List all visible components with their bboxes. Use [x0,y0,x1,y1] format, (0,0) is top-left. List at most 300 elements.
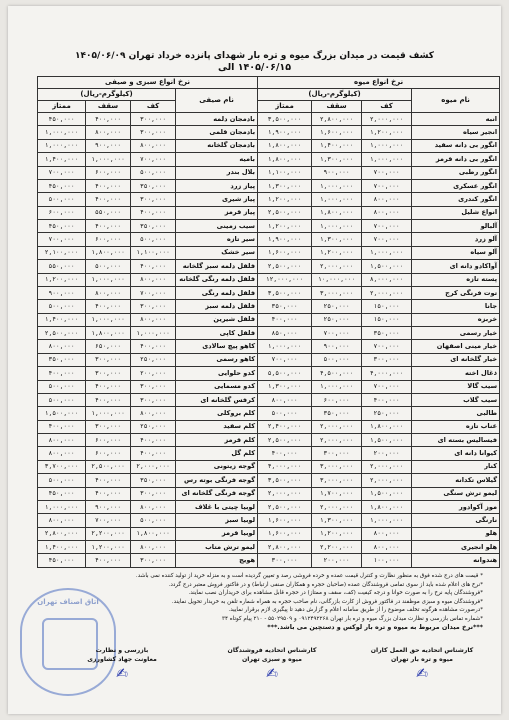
veg-premium-cell: ۸۰۰,۰۰۰ [38,514,86,527]
fruit-ceiling-cell: ۱,۰۰۰,۰۰۰ [312,193,362,206]
veg-ceiling-cell: ۱,۰۰۰,۰۰۰ [86,407,131,420]
veg-floor-cell: ۳۵۰,۰۰۰ [131,220,176,233]
price-table [37,76,500,568]
stamp-text: اتاق اصناف تهران [37,598,99,606]
fruit-name-cell: آواکادو دانه ای [412,260,500,273]
fruit-ceiling-cell: ۲۰۰,۰۰۰ [312,554,362,568]
veg-floor-cell: ۸۰۰,۰۰۰ [131,273,176,286]
fruit-premium-cell: ۲,۵۰۰,۰۰۰ [258,260,312,273]
fruit-premium-cell: ۴,۰۰۰,۰۰۰ [258,460,312,473]
veg-name-cell: سیب زمینی [176,220,258,233]
veg-floor-cell: ۵۰۰,۰۰۰ [131,233,176,246]
fruit-name-cell: انگور عسکری [412,179,500,192]
fruit-name-cell: عناب تازه [412,420,500,433]
veg-premium-cell: ۷۰۰,۰۰۰ [38,233,86,246]
veg-premium-cell: ۹۰۰,۰۰۰ [38,286,86,299]
fruit-name-cell: طالبی [412,407,500,420]
fruit-ceiling-cell: ۱,۳۰۰,۰۰۰ [312,153,362,166]
fruit-name-cell: انگور کندری [412,193,500,206]
table-row [38,300,500,313]
fruit-name-header: نام میوه [412,89,500,113]
fruit-floor-header: کف [362,101,412,113]
fruit-name-cell: انگور رطبی [412,166,500,179]
fruit-name-cell: خربزه [412,313,500,326]
table-row [38,554,500,568]
veg-floor-cell: ۵۰۰,۰۰۰ [131,514,176,527]
fruit-name-cell: هندوانه [412,554,500,568]
veg-ceiling-cell: ۲,۵۰۰,۰۰۰ [86,460,131,473]
fruit-name-cell: هلو انجیری [412,541,500,554]
fruit-ceiling-header: سقف [312,101,362,113]
veg-premium-cell: ۳,۷۰۰,۰۰۰ [38,460,86,473]
fruit-floor-cell: ۳۰۰,۰۰۰ [362,353,412,366]
table-row [38,273,500,286]
veg-floor-cell: ۲۰۰,۰۰۰ [131,367,176,380]
veg-ceiling-cell: ۶۵۰,۰۰۰ [86,340,131,353]
fruit-floor-cell: ۱,۸۰۰,۰۰۰ [362,420,412,433]
veg-premium-cell: ۵۰۰,۰۰۰ [38,300,86,313]
veg-premium-cell: ۵۰۰,۰۰۰ [38,393,86,406]
veg-ceiling-cell: ۴۰۰,۰۰۰ [86,554,131,568]
veg-floor-cell: ۲,۰۰۰,۰۰۰ [131,460,176,473]
note-line: *نرخ های اعلام شده باید از سوی تمامی فروشندگان عمده (صاحبان حجره و همکاران صنفی ارتباط) و در فاکتور فروش معتبر درج گردد. [168,581,483,588]
fruit-floor-cell: ۷۰۰,۰۰۰ [362,233,412,246]
veg-name-cell: گوجه فرنگی بوته رس [176,474,258,487]
document-title [22,50,487,74]
fruit-name-cell: انبه [412,113,500,126]
veg-ceiling-header: سقف [86,101,131,113]
veg-floor-cell: ۱,۸۰۰,۰۰۰ [131,527,176,540]
fruit-premium-cell: ۱,۶۰۰,۰۰۰ [258,514,312,527]
veg-floor-cell: ۴۰۰,۰۰۰ [131,447,176,460]
fruit-ceiling-cell: ۱,۰۰۰,۰۰۰ [312,380,362,393]
fruit-ceiling-cell: ۱,۲۰۰,۰۰۰ [312,246,362,259]
veg-name-cell: بادمجان دلمه [176,113,258,126]
fruit-floor-cell: ۲,۰۰۰,۰۰۰ [362,474,412,487]
table-row [38,420,500,433]
fruit-ceiling-cell: ۱,۷۰۰,۰۰۰ [312,487,362,500]
fruit-premium-cell: ۱,۱۰۰,۰۰۰ [258,166,312,179]
fruit-floor-cell: ۸۰۰,۰۰۰ [362,541,412,554]
fruit-name-cell: آلو زرد [412,233,500,246]
fruit-name-cell: خیار رسمی [412,327,500,340]
veg-ceiling-cell: ۴۰۰,۰۰۰ [86,300,131,313]
fruit-premium-cell: ۳۰۰,۰۰۰ [258,554,312,568]
veg-floor-cell: ۴۰۰,۰۰۰ [131,260,176,273]
fruit-premium-cell: ۲,۰۰۰,۰۰۰ [258,487,312,500]
note-line: * قیمت های درج شده فوق به منظور نظارت و کنترل قیمت عمده و خرده فروشی رصد و تعیین گردیده است و به منزله خرید از تولید کننده نمی باشد. [135,573,483,579]
signature-block-left [367,646,477,682]
veg-name-cell: فلفل کاپی [176,327,258,340]
fruit-ceiling-cell: ۲,۰۰۰,۰۰۰ [312,500,362,513]
veg-premium-cell: ۸۰۰,۰۰۰ [38,447,86,460]
fruit-ceiling-cell: ۱,۶۰۰,۰۰۰ [312,126,362,139]
veg-ceiling-cell: ۸۰۰,۰۰۰ [86,126,131,139]
veg-name-header: نام صیفی [176,89,258,113]
veg-name-cell: لوبیا چیتی با غلاف [176,500,258,513]
fruit-premium-cell: ۱,۸۰۰,۰۰۰ [258,153,312,166]
table-row [38,126,500,139]
note-line: *فروشندگان میوه و سبزی موظفند در فاکتور فروش از کارت بازرگانی، نام صاحب حجره به همراه شماره تلفن به خریدار تحویل نمایند. [171,598,483,605]
table-row [38,367,500,380]
fruit-floor-cell: ۷۰۰,۰۰۰ [362,220,412,233]
signature-block-middle [217,646,327,682]
veg-premium-cell: ۱,۴۰۰,۰۰۰ [38,541,86,554]
fruit-ceiling-cell: ۲,۰۰۰,۰۰۰ [312,434,362,447]
veg-ceiling-cell: ۸۰۰,۰۰۰ [86,286,131,299]
fruit-name-cell: جانا [412,300,500,313]
fruit-premium-cell: ۱,۹۰۰,۰۰۰ [258,233,312,246]
veg-ceiling-cell: ۹۰۰,۰۰۰ [86,139,131,152]
veg-ceiling-cell: ۵۰۰,۰۰۰ [86,260,131,273]
fruit-premium-cell: ۲,۴۰۰,۰۰۰ [258,420,312,433]
note-line: *فروشندگان پایه نرخ را به صورت خوانا و درجه کیفیت (کف، سقف و ممتاز) در حجره قابل مشاهده برای خریداران نصب نمایند. [188,590,483,596]
veg-name-cell: بادمجان قلمی [176,126,258,139]
veg-name-cell: بادمجان گلخانه [176,139,258,152]
signature-subtitle: میوه و تره بار تهران [390,656,454,663]
table-row [38,380,500,393]
veg-ceiling-cell: ۹۰۰,۰۰۰ [86,500,131,513]
veg-floor-cell: ۸۰۰,۰۰۰ [131,500,176,513]
veg-premium-cell: ۴۵۰,۰۰۰ [38,220,86,233]
veg-premium-cell: ۵۰۰,۰۰۰ [38,193,86,206]
table-row [38,474,500,487]
veg-floor-cell: ۸۰۰,۰۰۰ [131,407,176,420]
fruit-premium-cell: ۵۰۰,۰۰۰ [258,407,312,420]
veg-premium-cell: ۱,۴۰۰,۰۰۰ [38,313,86,326]
fruit-floor-cell: ۷۰۰,۰۰۰ [362,179,412,192]
fruit-ceiling-cell: ۱,۰۰۰,۰۰۰ [312,179,362,192]
fruit-ceiling-cell: ۳۵۰,۰۰۰ [312,407,362,420]
title-line-1: کشف قیمت در میدان بزرگ میوه و تره بار شهدای پانزده خرداد تهران ۱۴۰۵/۰۶/۰۹ [74,51,434,61]
veg-name-cell: پیاز زرد [176,179,258,192]
veg-floor-cell: ۳۰۰,۰۰۰ [131,126,176,139]
veg-name-cell: سیر تازه [176,233,258,246]
document-page [8,6,501,714]
fruit-ceiling-cell: ۱,۳۰۰,۰۰۰ [312,233,362,246]
table-row [38,139,500,152]
veg-ceiling-cell: ۳۰۰,۰۰۰ [86,353,131,366]
fruit-premium-cell: ۳,۵۰۰,۰۰۰ [258,474,312,487]
veg-name-cell: سیر خشک [176,246,258,259]
fruit-premium-cell: ۲,۸۰۰,۰۰۰ [258,541,312,554]
fruit-name-cell: انگور بی دانه قرمز [412,153,500,166]
fruit-name-cell: توت فرنگی کرج [412,286,500,299]
handwritten-signature: ✍ [116,666,128,682]
fruit-premium-cell: ۱,۹۰۰,۰۰۰ [258,126,312,139]
veg-name-cell: فلفل دلمه سبز [176,300,258,313]
veg-premium-cell: ۵۰۰,۰۰۰ [38,474,86,487]
fruit-name-cell: لیمو ترش سنگی [412,487,500,500]
fruit-premium-cell: ۲,۵۰۰,۰۰۰ [258,434,312,447]
fruit-floor-cell: ۳۵۰,۰۰۰ [362,327,412,340]
fruit-ceiling-cell: ۱,۸۰۰,۰۰۰ [312,206,362,219]
veg-ceiling-cell: ۴۰۰,۰۰۰ [86,474,131,487]
fruit-ceiling-cell: ۴,۵۰۰,۰۰۰ [312,367,362,380]
veg-floor-cell: ۷۰۰,۰۰۰ [131,153,176,166]
fruit-floor-cell: ۲۰۰,۰۰۰ [362,447,412,460]
table-row [38,313,500,326]
veg-name-cell: بلال بندر [176,166,258,179]
veg-ceiling-cell: ۵۵۰,۰۰۰ [86,206,131,219]
veg-ceiling-cell: ۴۰۰,۰۰۰ [86,380,131,393]
fruit-floor-cell: ۲,۰۰۰,۰۰۰ [362,460,412,473]
veg-name-cell: کدو حلوایی [176,367,258,380]
note-line: *شماره تماس بازرسی و نظارت میدان بزرگ میوه و تره بار تهران ۰۹۱۲۴۹۲۲۶۸ و ۵۵۰۲۹۵۰۹ - ۲۱۰ پیام کوتاه ۳۴ [222,615,483,622]
fruit-floor-cell: ۱۵۰,۰۰۰ [362,313,412,326]
table-row [38,487,500,500]
veg-name-cell: فلفل دلمه رنگی گلخانه [176,273,258,286]
fruit-name-cell: موز آکوادور [412,500,500,513]
veg-ceiling-cell: ۶۰۰,۰۰۰ [86,166,131,179]
veg-premium-cell: ۴۵۰,۰۰۰ [38,487,86,500]
fruit-floor-cell: ۲,۰۰۰,۰۰۰ [362,113,412,126]
veg-name-cell: بامیه [176,153,258,166]
veg-floor-cell: ۲۵۰,۰۰۰ [131,420,176,433]
veg-floor-cell: ۷۰۰,۰۰۰ [131,286,176,299]
veg-name-cell: کلم قرمز [176,434,258,447]
table-row [38,260,500,273]
veg-ceiling-cell: ۱,۸۰۰,۰۰۰ [86,246,131,259]
veg-ceiling-cell: ۶۰۰,۰۰۰ [86,434,131,447]
table-row [38,434,500,447]
fruit-floor-cell: ۱,۰۰۰,۰۰۰ [362,153,412,166]
fruit-name-cell: خیار مینی اصفهان [412,340,500,353]
title-date-range: ۱۴۰۵/۰۶/۱۵ الی [217,62,292,73]
handwritten-signature: ✍ [266,666,278,682]
fruit-ceiling-cell: ۲,۰۰۰,۰۰۰ [312,260,362,273]
veg-floor-cell: ۸۰۰,۰۰۰ [131,139,176,152]
veg-ceiling-cell: ۱,۲۰۰,۰۰۰ [86,541,131,554]
veg-ceiling-cell: ۳۰۰,۰۰۰ [86,367,131,380]
veg-floor-cell: ۳۰۰,۰۰۰ [131,300,176,313]
fruit-ceiling-cell: ۱,۲۰۰,۰۰۰ [312,527,362,540]
veg-premium-cell: ۴۰۰,۰۰۰ [38,367,86,380]
fruit-premium-cell: ۱۲,۰۰۰,۰۰۰ [258,273,312,286]
veg-name-cell: پیاز قرمز [176,206,258,219]
veg-floor-cell: ۴۰۰,۰۰۰ [131,340,176,353]
fruit-name-cell: سیب گالا [412,380,500,393]
veg-floor-cell: ۳۵۰,۰۰۰ [131,179,176,192]
veg-floor-cell: ۸۰۰,۰۰۰ [131,541,176,554]
veg-floor-cell: ۳۰۰,۰۰۰ [131,193,176,206]
veg-name-cell: گوجه زیتونی [176,460,258,473]
fruit-ceiling-cell: ۱,۴۰۰,۰۰۰ [312,139,362,152]
fruit-floor-cell: ۱,۵۰۰,۰۰۰ [362,487,412,500]
veg-name-cell: فلفل شیرین [176,313,258,326]
fruit-name-cell: سیب گلاب [412,393,500,406]
veg-name-cell: فلفل دلمه رنگی [176,286,258,299]
veg-premium-cell: ۶۰۰,۰۰۰ [38,206,86,219]
veg-premium-cell: ۲,۸۰۰,۰۰۰ [38,527,86,540]
veg-ceiling-cell: ۱,۰۰۰,۰۰۰ [86,313,131,326]
veg-premium-cell: ۵۵۰,۰۰۰ [38,260,86,273]
fruit-premium-cell: ۳۵۰,۰۰۰ [258,300,312,313]
table-row [38,340,500,353]
veg-premium-cell: ۲,۵۰۰,۰۰۰ [38,327,86,340]
veg-premium-cell: ۴۵۰,۰۰۰ [38,179,86,192]
fruit-name-cell: خیار گلخانه ای [412,353,500,366]
veg-ceiling-cell: ۴۰۰,۰۰۰ [86,220,131,233]
veg-name-cell: گوجه فرنگی گلخانه ای [176,487,258,500]
fruit-floor-cell: ۱۵۰,۰۰۰ [362,300,412,313]
fruit-floor-cell: ۲,۰۰۰,۰۰۰ [362,286,412,299]
fruit-premium-cell: ۷۰۰,۰۰۰ [258,353,312,366]
veg-name-cell: لیمو ترش متاب [176,541,258,554]
veg-ceiling-cell: ۶۰۰,۰۰۰ [86,447,131,460]
table-row [38,233,500,246]
fruit-name-cell: فیسالیس بسته ای [412,434,500,447]
price-rows [38,113,500,568]
veg-floor-cell: ۳۰۰,۰۰۰ [131,380,176,393]
fruit-premium-cell: ۱,۶۰۰,۰۰۰ [258,246,312,259]
fruit-ceiling-cell: ۱,۳۰۰,۰۰۰ [312,514,362,527]
signature-block-right [67,646,177,682]
veg-name-cell: فلفل دلمه سبز گلخانه [176,260,258,273]
veg-name-cell: پیاز شیری [176,193,258,206]
fruit-premium-cell: ۱,۰۰۰,۰۰۰ [258,340,312,353]
fruit-floor-cell: ۱,۲۰۰,۰۰۰ [362,126,412,139]
signatures [26,646,477,708]
table-row [38,447,500,460]
veg-premium-cell: ۴۰۰,۰۰۰ [38,420,86,433]
fruit-premium-cell: ۱,۲۰۰,۰۰۰ [258,193,312,206]
veg-ceiling-cell: ۷۰۰,۰۰۰ [86,514,131,527]
veg-premium-cell: ۸۰۰,۰۰۰ [38,340,86,353]
fruit-ceiling-cell: ۱۰,۰۰۰,۰۰۰ [312,273,362,286]
fruit-name-cell: نارنگی [412,514,500,527]
veg-premium-cell: ۱,۵۰۰,۰۰۰ [38,407,86,420]
fruit-name-cell: هلو [412,527,500,540]
veg-floor-header: کف [131,101,176,113]
veg-ceiling-cell: ۴۰۰,۰۰۰ [86,113,131,126]
fruit-name-cell: ذغال اخته [412,367,500,380]
fruit-premium-header: ممتاز [258,101,312,113]
fruit-floor-cell: ۸۰۰,۰۰۰ [362,206,412,219]
fruit-floor-cell: ۷۰۰,۰۰۰ [362,340,412,353]
fruit-ceiling-cell: ۲,۰۰۰,۰۰۰ [312,420,362,433]
fruit-ceiling-cell: ۳,۰۰۰,۰۰۰ [312,460,362,473]
fruit-ceiling-cell: ۹۰۰,۰۰۰ [312,340,362,353]
veg-floor-cell: ۲۵۰,۰۰۰ [131,353,176,366]
fruit-name-cell: کیوانا دانه ای [412,447,500,460]
veg-floor-cell: ۱,۰۰۰,۰۰۰ [131,327,176,340]
table-row [38,113,500,126]
table-row [38,541,500,554]
fruit-premium-cell: ۸۵۰,۰۰۰ [258,327,312,340]
table-row [38,153,500,166]
footer-note: ***نرخ میدان مربوط به میوه و تره بار لوکس و دستچین می باشد.*** [267,623,483,631]
fruit-name-cell: انگور بی دانه سفید [412,139,500,152]
fruit-unit-header: (کیلوگرم-ریال) [258,89,412,101]
fruit-floor-cell: ۸۰۰,۰۰۰ [362,527,412,540]
signature-subtitle: میوه و سبزی تهران [242,656,302,663]
fruit-name-cell: آلو سیاه [412,246,500,259]
veg-premium-cell: ۱,۰۰۰,۰۰۰ [38,139,86,152]
fruit-floor-cell: ۴,۰۰۰,۰۰۰ [362,367,412,380]
fruit-floor-cell: ۱,۰۰۰,۰۰۰ [362,246,412,259]
fruit-floor-cell: ۲۵۰,۰۰۰ [362,407,412,420]
fruit-floor-cell: ۱۰۰,۰۰۰ [362,554,412,568]
fruit-ceiling-cell: ۲۵۰,۰۰۰ [312,313,362,326]
fruit-floor-cell: ۱,۵۰۰,۰۰۰ [362,434,412,447]
fruit-ceiling-cell: ۲,۲۰۰,۰۰۰ [312,541,362,554]
fruit-ceiling-cell: ۲۵۰,۰۰۰ [312,300,362,313]
veg-premium-cell: ۸۰۰,۰۰۰ [38,434,86,447]
fruit-premium-cell: ۳,۵۰۰,۰۰۰ [258,113,312,126]
fruit-name-cell: انواع شلیل [412,206,500,219]
table-row [38,220,500,233]
veg-floor-cell: ۳۰۰,۰۰۰ [131,487,176,500]
table-row [38,166,500,179]
fruit-floor-cell: ۱,۰۰۰,۰۰۰ [362,139,412,152]
fruit-ceiling-cell: ۳,۰۰۰,۰۰۰ [312,474,362,487]
veg-premium-cell: ۲,۱۰۰,۰۰۰ [38,246,86,259]
veg-premium-cell: ۳۵۰,۰۰۰ [38,353,86,366]
fruit-ceiling-cell: ۲,۸۰۰,۰۰۰ [312,113,362,126]
veg-ceiling-cell: ۴۰۰,۰۰۰ [86,179,131,192]
table-row [38,353,500,366]
fruit-ceiling-cell: ۵۰۰,۰۰۰ [312,353,362,366]
table-row [38,286,500,299]
fruit-ceiling-cell: ۹۰۰,۰۰۰ [312,166,362,179]
veg-unit-header: (کیلوگرم-ریال) [38,89,176,101]
veg-ceiling-cell: ۴۰۰,۰۰۰ [86,193,131,206]
table-row [38,460,500,473]
fruit-premium-cell: ۸۰۰,۰۰۰ [258,393,312,406]
table-row [38,179,500,192]
veg-floor-cell: ۴۰۰,۰۰۰ [131,206,176,219]
table-row [38,407,500,420]
fruit-premium-cell: ۱,۲۰۰,۰۰۰ [258,220,312,233]
veg-name-cell: کاهو پیچ سالادی [176,340,258,353]
veg-name-cell: لوبیا سبز [176,514,258,527]
fruit-ceiling-cell: ۷۰۰,۰۰۰ [312,327,362,340]
table-row [38,527,500,540]
table-row [38,206,500,219]
veg-ceiling-cell: ۲,۲۰۰,۰۰۰ [86,527,131,540]
fruit-group-header: نرخ انواع میوه [258,77,500,89]
veg-floor-cell: ۳۵۰,۰۰۰ [131,474,176,487]
fruit-ceiling-cell: ۱,۰۰۰,۰۰۰ [312,220,362,233]
fruit-premium-cell: ۱,۶۰۰,۰۰۰ [258,527,312,540]
veg-premium-cell: ۵۰۰,۰۰۰ [38,380,86,393]
veg-floor-cell: ۵۰۰,۰۰۰ [131,166,176,179]
fruit-floor-cell: ۱,۵۰۰,۰۰۰ [362,260,412,273]
fruit-ceiling-cell: ۶۰۰,۰۰۰ [312,393,362,406]
signature-title: کارشناس اتحادیه فروشندگان [227,647,317,654]
veg-name-cell: کرفس گلخانه ای [176,393,258,406]
table-row [38,193,500,206]
fruit-premium-cell: ۲,۵۰۰,۰۰۰ [258,206,312,219]
veg-name-cell: کاهو رسمی [176,353,258,366]
fruit-floor-cell: ۸۰۰,۰۰۰ [362,193,412,206]
veg-premium-cell: ۱,۰۰۰,۰۰۰ [38,500,86,513]
veg-name-cell: کدو مسمایی [176,380,258,393]
veg-ceiling-cell: ۴۰۰,۰۰۰ [86,393,131,406]
veg-premium-header: ممتاز [38,101,86,113]
veg-floor-cell: ۴۰۰,۰۰۰ [131,434,176,447]
veg-ceiling-cell: ۱,۰۰۰,۰۰۰ [86,153,131,166]
fruit-premium-cell: ۲,۵۰۰,۰۰۰ [258,500,312,513]
veg-ceiling-cell: ۴۰۰,۰۰۰ [86,487,131,500]
fruit-name-cell: انجیر سیاه [412,126,500,139]
fruit-name-cell: پسته تازه [412,273,500,286]
fruit-floor-cell: ۱,۰۰۰,۰۰۰ [362,514,412,527]
veg-group-header: نرخ انواع سبزی و صیفی [38,77,258,89]
fruit-name-cell: کنار [412,460,500,473]
veg-name-cell: لوبیا قرمز [176,527,258,540]
